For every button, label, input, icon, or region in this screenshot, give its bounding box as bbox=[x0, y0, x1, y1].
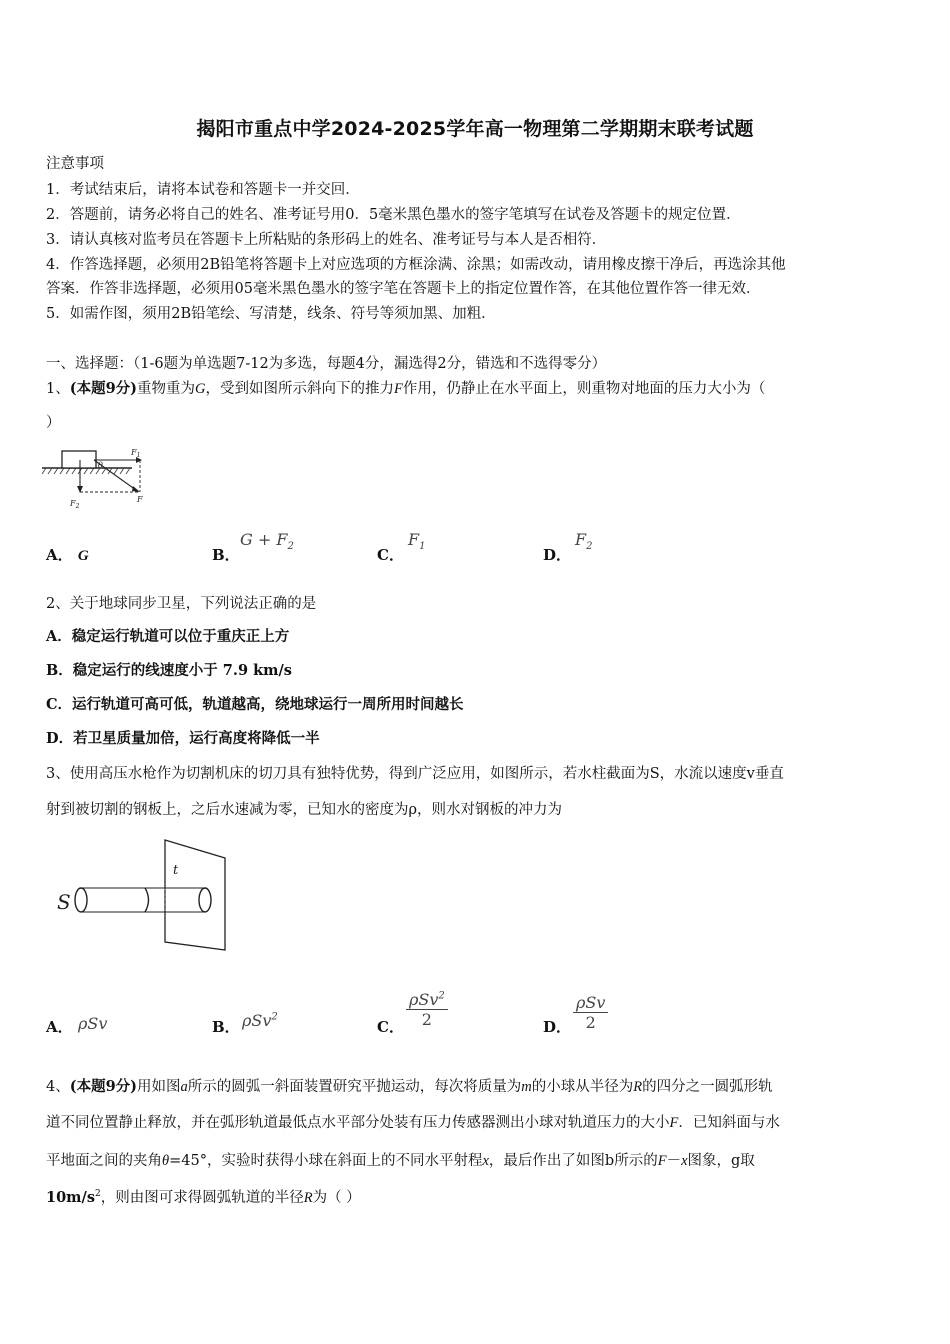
s-label: S bbox=[57, 890, 71, 914]
notice-item: 3．请认真核对监考员在答题卡上所粘贴的条形码上的姓名、准考证号与本人是否相符． bbox=[46, 232, 607, 248]
q4-text: 为（ ） bbox=[312, 1190, 361, 1206]
q3-option-c-label[interactable]: C． bbox=[377, 1018, 404, 1036]
q4-text: 平地面之间的夹角 bbox=[46, 1153, 162, 1169]
q4-var: R bbox=[633, 1079, 643, 1095]
q3-option-b-label[interactable]: B． bbox=[212, 1018, 240, 1036]
notice-item: 1．考试结束后，请将本试卷和答题卡一并交回． bbox=[46, 182, 360, 198]
f-label: F bbox=[137, 495, 143, 504]
q4-var: θ bbox=[162, 1153, 170, 1169]
q3-stem: 3、使用高压水枪作为切割机床的切刀具有独特优势，得到广泛应用，如图所示，若水柱截面为S，水流以速度v垂直 bbox=[46, 766, 784, 782]
svg-text:F1 bbox=[130, 448, 140, 459]
q4-var: R bbox=[303, 1190, 313, 1206]
q4-number: 4、 bbox=[46, 1079, 70, 1095]
q2-option-b[interactable]: B．稳定运行的线速度小于 7.9 km/s bbox=[46, 662, 292, 679]
notice-heading: 注意事项 bbox=[46, 156, 104, 172]
q3-option-a-label[interactable]: A． bbox=[46, 1018, 73, 1036]
q1-text: ，受到如图所示斜向下的推力 bbox=[205, 381, 395, 397]
q4-text: 图象，g取 bbox=[687, 1153, 755, 1169]
option-value: F bbox=[408, 530, 420, 549]
q1-number: 1、 bbox=[46, 381, 70, 397]
q4-text: ，则由图可求得圆弧轨道的半径 bbox=[100, 1190, 304, 1206]
q4-text: 道不同位置静止释放，并在弧形轨道最低点水平部分处装有压力传感器测出小球对轨道压力的大小 bbox=[46, 1115, 670, 1131]
q2-stem: 2、关于地球同步卫星，下列说法正确的是 bbox=[46, 596, 317, 612]
numerator-superscript: 2 bbox=[438, 990, 445, 1002]
q4-text: 所示的圆弧一斜面装置研究平抛运动，每次将质量为 bbox=[187, 1079, 522, 1095]
notice-item: 4．作答选择题，必须用2B铅笔将答题卡上对应选项的方框涂满、涂黑；如需改动，请用橡皮擦干净后，再选涂其他 bbox=[46, 257, 786, 273]
q4-stem-line bbox=[46, 1111, 780, 1132]
q2-option-d[interactable]: D．若卫星质量加倍，运行高度将降低一半 bbox=[46, 730, 320, 747]
q1-option-c-value bbox=[408, 530, 425, 552]
notice-item: 答案．作答非选择题，必须用05毫米黑色墨水的签字笔在答题卡上的指定位置作答，在其他位置作答一律无效． bbox=[46, 281, 761, 297]
option-value: G + F bbox=[240, 530, 288, 549]
option-label: A． bbox=[46, 546, 73, 564]
section-heading: 一、选择题：（1-6题为单选题7-12为多选，每题4分，漏选得2分，错选和不选得零分） bbox=[46, 356, 607, 372]
q4-stem-line bbox=[46, 1075, 773, 1096]
q4-var: x bbox=[482, 1153, 489, 1169]
f1-label: F bbox=[131, 448, 137, 457]
option-subscript: 2 bbox=[586, 541, 593, 553]
q4-stem-line bbox=[46, 1149, 755, 1170]
option-value: F bbox=[575, 530, 587, 549]
fraction-denominator: 2 bbox=[421, 1010, 432, 1029]
q4-var: x bbox=[681, 1153, 688, 1169]
q3-option-a-value: ρSv bbox=[78, 1014, 108, 1033]
q1-option-d-value bbox=[575, 530, 592, 552]
q4-text: － bbox=[666, 1153, 682, 1169]
q3-option-c-fraction bbox=[406, 990, 448, 1029]
notice-item: 5．如需作图，须用2B铅笔绘、写清楚，线条、符号等须加黑、加粗． bbox=[46, 306, 496, 322]
notice-item: 2．答题前，请务必将自己的姓名、准考证号用0．5毫米黑色墨水的签字笔填写在试卷及答题卡的规定位置． bbox=[46, 207, 741, 223]
q1-option-a[interactable] bbox=[46, 544, 89, 565]
q3-option-d-fraction bbox=[573, 993, 608, 1032]
option-subscript: 2 bbox=[287, 541, 294, 553]
q3-water-jet-diagram bbox=[55, 832, 235, 962]
q2-option-c[interactable]: C．运行轨道可高可低，轨道越高，绕地球运行一周所用时间越长 bbox=[46, 696, 464, 713]
q4-superscript: 2 bbox=[94, 1189, 101, 1200]
numerator-text: ρSv bbox=[409, 990, 439, 1009]
option-superscript: 2 bbox=[271, 1011, 278, 1023]
f2-subscript: 2 bbox=[75, 503, 80, 510]
q4-text: 用如图 bbox=[137, 1079, 181, 1095]
option-subscript: 1 bbox=[419, 541, 426, 553]
theta-label: θ bbox=[98, 461, 103, 470]
q1-option-b-value bbox=[240, 530, 294, 552]
fraction-numerator: ρSv bbox=[573, 993, 608, 1013]
q1-var: F bbox=[394, 381, 403, 397]
f1-subscript: 1 bbox=[136, 452, 141, 459]
q3-option-b-value bbox=[242, 1011, 278, 1030]
q4-stem-line bbox=[46, 1186, 361, 1207]
q2-option-a[interactable]: A．稳定运行轨道可以位于重庆正上方 bbox=[46, 628, 290, 645]
q4-score: (本题9分) bbox=[69, 1078, 138, 1095]
q4-var: a bbox=[180, 1079, 188, 1095]
f2-label: F bbox=[70, 499, 76, 508]
page-title: 揭阳市重点中学2024-2025学年高一物理第二学期期末联考试题 bbox=[196, 118, 754, 140]
q4-var: F bbox=[669, 1115, 679, 1131]
svg-text:F2 bbox=[69, 499, 80, 510]
option-value: ρSv bbox=[242, 1011, 272, 1030]
q3-stem: 射到被切割的钢板上，之后水速减为零，已知水的密度为ρ，则水对钢板的冲力为 bbox=[46, 802, 563, 818]
q4-text: 的小球从半径为 bbox=[531, 1079, 634, 1095]
q1-score: (本题9分) bbox=[69, 380, 138, 397]
q1-option-d-label[interactable]: D． bbox=[543, 546, 572, 564]
q3-option-d-label[interactable]: D． bbox=[543, 1018, 572, 1036]
q1-stem bbox=[46, 377, 765, 398]
q1-text: 作用，仍静止在水平面上，则重物对地面的压力大小为（ bbox=[402, 381, 766, 397]
t-label: t bbox=[173, 863, 179, 878]
q1-option-c-label[interactable]: C． bbox=[377, 546, 404, 564]
q1-text: 重物重为 bbox=[137, 381, 196, 397]
q4-text: ．已知斜面与水 bbox=[678, 1115, 780, 1131]
q1-stem-end: ） bbox=[46, 415, 61, 431]
q1-option-b-label[interactable]: B． bbox=[212, 546, 240, 564]
q4-var: m bbox=[521, 1079, 532, 1095]
q4-text: 10m/s bbox=[46, 1189, 95, 1206]
q4-text: ，最后作出了如图b所示的 bbox=[488, 1153, 658, 1169]
q4-text: =45°，实验时获得小球在斜面上的不同水平射程 bbox=[169, 1153, 483, 1169]
fraction-numerator bbox=[406, 990, 448, 1010]
q1-force-diagram bbox=[40, 438, 160, 513]
q4-text: 的四分之一圆弧形轨 bbox=[642, 1079, 773, 1095]
fraction-denominator: 2 bbox=[585, 1013, 596, 1032]
q1-var: G bbox=[195, 381, 206, 397]
q4-var: F bbox=[657, 1153, 667, 1169]
option-value: G bbox=[77, 548, 89, 564]
